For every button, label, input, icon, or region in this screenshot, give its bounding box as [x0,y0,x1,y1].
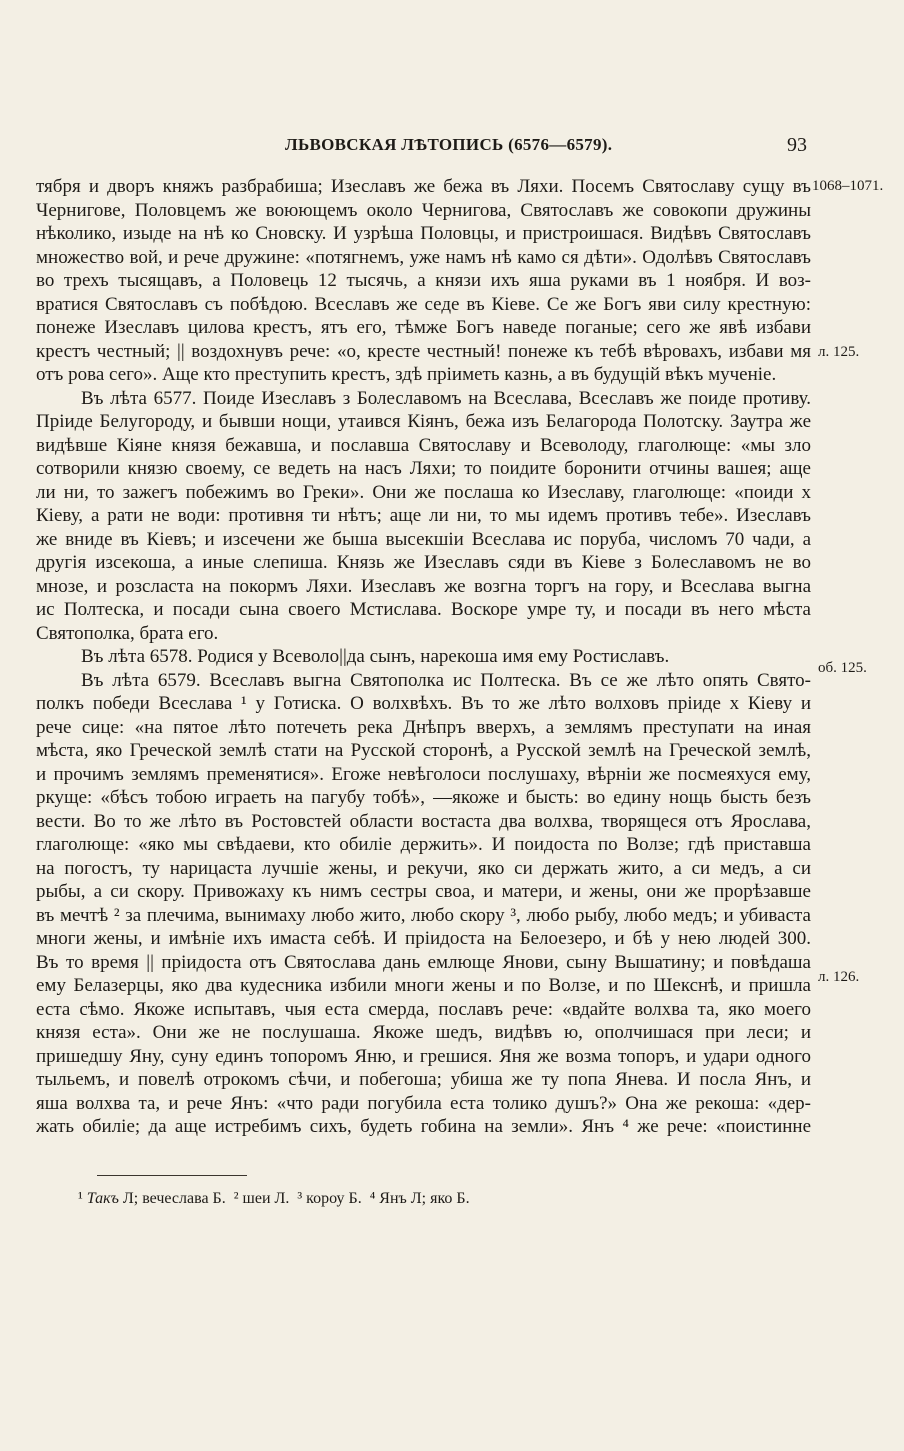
running-header [0,132,904,162]
text-line: мѣста, яко Греческой землѣ стати на Русской сторонѣ, а Русской землѣ на Греческой землѣ, [36,740,811,761]
text-line: видѣвше Кіяне князя бежавша, и пославша Святославу и Всеволоду, глаголюще: «мы зло [36,434,811,456]
footnotes [78,1190,470,1208]
text-line: ркуще: «бѣсъ тобою играеть на пагубу тобѣ», —якоже и бысть: во едину нощь бысть безъ [36,787,811,808]
text-line: ему Белазерцы, яко два кудесника избили многи жены и по Волзе, и по Шекснѣ, и пришла [36,975,811,996]
text-line: Кіеву, а рати не води: противня ти нѣтъ; аще ли ни, то мы идемъ противъ тебе». Изеславъ [36,505,811,526]
text-line: еста сѣмо. Якоже испытавъ, чыя еста смерда, пославъ рече: «вдайте волхва та, яко моего [36,998,811,1020]
text-line: Въ лѣта 6579. Всеславъ выгна Святополка ис Полтеска. Въ се же лѣто опять Свято- [81,669,811,691]
text-line: тября и дворъ княжъ разбрабиша; Изеславъ же бежа въ Ляхи. Посемъ Святославу сущу въ [36,176,811,197]
text-line: Въ лѣта 6577. Поиде Изеславъ з Болеславомъ на Всеслава, Всеславъ же поиде противу. [81,387,811,409]
text-line: жать обиліе; да аще истребимъ сихъ, будеть гобина на земли». Янъ ⁴ же рече: «поистинне [36,1116,811,1137]
text-line: князя еста». Они же не послушаша. Якоже шедъ, видѣвъ ю, ополчишася при леси; и [36,1022,811,1043]
text-line: множество вой, и рече дружине: «потягнемъ, уже намъ нѣ камо ся дѣти». Одолѣвъ Святославъ [36,246,811,268]
footnote-1-text: Л; вечеслава Б. [118,1190,226,1207]
page-number: 93 [787,134,807,156]
text-line: нѣколико, изыде на нѣ ко Сновску. И узрѣша Половцы, и пристроишася. Видѣвъ Святославъ [36,223,811,244]
footnote-rule [97,1175,247,1176]
text-line: ли ни, то зажегъ побежимъ во Греки». Они же послаша ко Изеславу, глаголюще: «поиди х [36,481,811,503]
text-line: во трехъ тысящавъ, а Половець 12 тысячь, а князи ихъ яша руками въ 1 ноября. И воз- [36,270,811,291]
text-line: Въ лѣта 6578. Родися у Всеволо||да сынъ, нарекоша имя ему Ростиславъ. [81,646,670,667]
text-line: глаголюще: «яко мы свѣдаеви, кто обиліе держить». И поидоста по Волзе; гдѣ приставша [36,834,811,855]
text-line: же вниде въ Кіевъ; и изсечени же быша высекшіи Всеслава ис поруба, числомъ 70 чади, а [36,528,811,550]
footnote-4: ⁴ Янъ Л; яко Б. [369,1190,470,1207]
text-line: рече сице: «на пятое лѣто потечеть река Днѣпръ вверхъ, а землямъ преступати на иная [36,716,811,738]
text-line: вратися Святославъ съ побѣдою. Всеславъ же седе въ Кіеве. Се же Богъ яви силу крестную: [36,293,811,315]
text-line: Чернигове, Половцемъ же воюющемъ около Чернигова, Святославъ же совокопи дружины [36,199,811,221]
text-line: на погостъ, ту нарицаста лучшіе жены, и рекучи, яко си держать жито, а си медъ, а си [36,857,811,879]
text-line: вести. Во то же лѣто въ Ростовстей области востаста два волхва, творящеся отъ Ярослава, [36,810,811,832]
margin-years: 1068–1071. [812,178,884,194]
text-line: Пріиде Белугороду, и бывши нощи, утаився Кіянъ, бежа изъ Белагорода Полотску. Заутра же [36,411,811,432]
footnote-3: ³ короу Б. [297,1190,362,1207]
text-line: ис Полтеска, и посади сына своего Мстислава. Воскоре умре ту, и посади въ него мѣста [36,599,811,620]
text-line: многи жены, и имѣніе ихъ имаста себѣ. И пріидоста на Белоезеро, и бѣ у нею людей 300. [36,928,811,949]
text-line: яша волхва та, и рече Янъ: «что ради погубила еста толико душъ?» Она же рекоша: «дер- [36,1092,811,1114]
text-line: другія изсекоша, а иные слепиша. Князь же Изеславъ сяди въ Кіеве з Болеславомъ не во [36,552,811,573]
text-line: и прочимъ землямъ пременятися». Егоже невѣголоси послушаху, вѣрніи же посмеяхуся ему, [36,763,811,785]
main-text [36,175,811,1139]
text-line: тыльемъ, и повелѣ отрокомъ сѣчи, и побегоша; убиша же ту попа Янева. И посла Янъ, и [36,1069,811,1090]
text-line: Въ то время || пріидоста отъ Святослава дань емлюще Янови, сыну Вышатину; и повѣдаша [36,951,811,973]
text-line: крестъ честный; || воздохнувъ рече: «о, кресте честный! понеже къ тебѣ вѣровахъ, избави мя [36,340,811,362]
text-line: мнозе, и розсласта на покормъ Ляхи. Изеславъ же возгна торгъ на гору, и Всеслава выгна [36,575,811,597]
text-line: понеже Изеславъ цилова крестъ, ятъ его, тѣмже Богъ наведе поганые; сего же явѣ избави [36,317,811,338]
footnote-1-mark: ¹ [78,1190,83,1207]
text-line: въ мечтѣ ² за плечима, вынимаху любо жито, любо скору ³, любо рыбу, любо медъ; и убиваста [36,904,811,926]
header-title: ЛЬВОВСКАЯ ЛѢТОПИСЬ (6576—6579). [285,135,613,154]
text-line: Святополка, брата его. [36,622,219,644]
margin-folio-126: л. 126. [818,969,860,985]
footnote-2: ² шеи Л. [233,1190,290,1207]
margin-folio-125-verso: об. 125. [818,660,867,676]
footnote-1-italic: Такъ [86,1190,119,1207]
text-line: полкъ победи Всеслава ¹ у Готиска. О волхвѣхъ. Въ то же лѣто волховъ пріиде х Кіеву и [36,693,811,714]
margin-folio-125: л. 125. [818,344,860,360]
text-line: сотворили князю своему, се ведеть на насъ Ляхи; то поидите боронити отчины вашея; аще [36,458,811,479]
text-line: отъ рова сего». Аще кто преступить крестъ, здѣ пріиметь казнь, а въ будущій вѣкъ мученіе. [36,364,777,385]
text-line: рыбы, а си скору. Привожаху къ нимъ сестры своа, и матери, и жены, они же прорѣзавше [36,881,811,902]
text-line: пришедшу Яну, суну единъ топоромъ Яню, и грешися. Яня же возма топоръ, и удари одного [36,1045,811,1067]
